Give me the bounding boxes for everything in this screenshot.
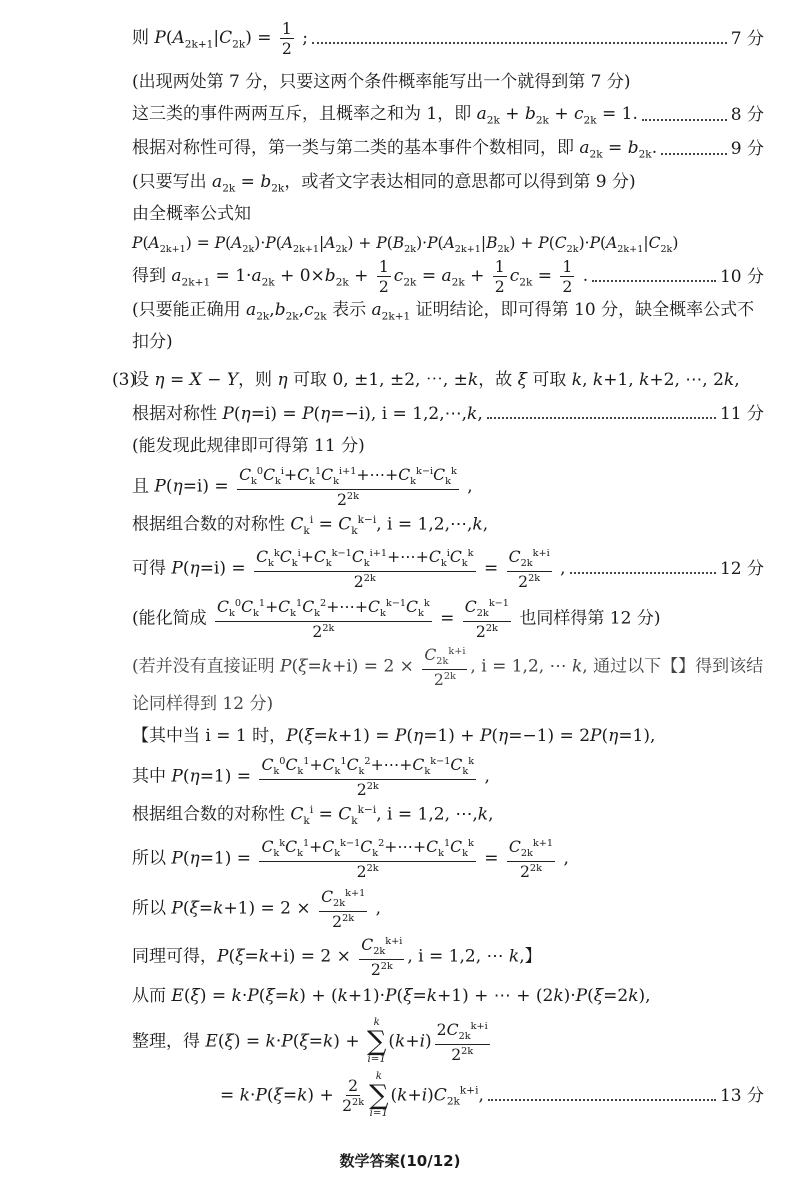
p-eta-1-result: 所以 P(η=1) = $\frac{C_k^kC_k^1+C_k^{k-1}C_k^2+\cdots+C_k^1C_k^k}{2^{2k}}$ = $\frac{C_{2k}^{k+1}}{2^{2k}}$ ,	[132, 837, 569, 881]
line-9-points: 根据对称性可得，第一类与第二类的基本事件个数相同，即 $a_{2k} = b_{2k}$. 9 分	[132, 138, 764, 161]
p-eta-1-formula: 其中 P(η=1) = $\frac{C_k^0C_k^1+C_k^1C_k^2+\cdots+C_k^{k-1}C_k^k}{2^{2k}}$ ,	[132, 755, 490, 799]
p-xi-k-plus-1: 所以 P(ξ=k+1) = 2 × $\frac{C_{2k}^{k+1}}{2^{2k}}$ ,	[132, 887, 382, 931]
total-probability-intro: 由全概率公式知	[132, 204, 251, 224]
score-12: 12 分	[719, 558, 764, 579]
expectation-simplified: 整理，得 E(ξ) = k·P(ξ=k) + k ∑ i=1 (k+i) $\frac{2C_{2k}^{k+i}}{2^{2k}}$	[132, 1017, 488, 1066]
p-eta-formula: 且 P(η=i) = $\frac{C_k^0C_k^i+C_k^1C_k^{i+1}+\cdots+C_k^{k-i}C_k^k}{2^{2k}}$ ,	[132, 465, 473, 509]
combination-symmetry-1: 根据组合数的对称性 $C_k^i = C_k^{k-i}$, i = 1,2,⋯,k,	[132, 514, 489, 538]
note-9-points: (只要写出 $a_{2k} = b_{2k}$，或者文字表达相同的意思都可以得到第 9 分)	[132, 172, 636, 195]
line-11-points: 根据对称性 P(η=i) = P(η=−i), i = 1,2,⋯,k, 11 分	[132, 404, 764, 424]
note-7-points: (出现两处第 7 分，只要这两个条件概率能写出一个就得到第 7 分)	[132, 72, 631, 92]
page-footer: 数学答案(10/12)	[339, 1152, 461, 1170]
score-9: 9 分	[730, 139, 764, 160]
line-13-points: = k·P(ξ=k) + $\frac{2}{2^{2k}}$ k ∑ i=1 $(k+i)C_{2k}^{k+i}$, 13 分	[220, 1071, 764, 1120]
score-11: 11 分	[719, 404, 764, 424]
line-7-points: 则 $P(A_{2k+1}|C_{2k})$ = $\frac{1}{2}$ ; 7 分	[132, 19, 764, 59]
total-probability-formula: $P(A_{2k+1}) = P(A_{2k})\cdot P(A_{2k+1}|A_{2k}) + P(B_{2k})\cdot P(A_{2k+1}|B_{2k}) + P(C_{2k})\cdot P(A_{2k+1}|C_{2k})$	[132, 234, 679, 256]
case-i-equals-1: 【其中当 i = 1 时，P(ξ=k+1) = P(η=1) + P(η=−1) = 2P(η=1),	[132, 726, 656, 746]
note-10-points: (只要能正确用 $a_{2k},b_{2k},c_{2k}$ 表示 $a_{2k+1}$ 证明结论，即可得第 10 分，缺全概率公式不扣分)	[132, 300, 755, 353]
part-3-label: (3)	[112, 370, 137, 390]
score-10: 10 分	[719, 266, 764, 287]
score-13: 13 分	[719, 1085, 764, 1106]
note-12-points: (能化简成 $\frac{C_k^0C_k^1+C_k^1C_k^2+\cdots+C_k^{k-1}C_k^k}{2^{2k}}$ = $\frac{C_{2k}^{k-1}}{2^{2k}}$ 也同样得第 12 分)	[132, 597, 661, 641]
line-8-points: 这三类的事件两两互斥，且概率之和为 1，即 $a_{2k} + b_{2k} + c_{2k} = 1$. 8 分	[132, 104, 764, 127]
expectation-expansion: 从而 E(ξ) = k·P(ξ=k) + (k+1)·P(ξ=k+1) + ⋯ + (2k)·P(ξ=2k),	[132, 986, 651, 1006]
score-8: 8 分	[730, 105, 764, 126]
combination-symmetry-2: 根据组合数的对称性 $C_k^i = C_k^{k-i}$, i = 1,2, ⋯,k,	[132, 804, 494, 828]
part-3-intro: 设 η = X − Y，则 η 可取 0, ±1, ±2, ⋯, ±k，故 ξ 可取 k, k+1, k+2, ⋯, 2k,	[132, 370, 740, 390]
line-12-points: 可得 P(η=i) = $\frac{C_k^kC_k^i+C_k^{k-1}C_k^{i+1}+\cdots+C_k^iC_k^k}{2^{2k}}$ = $\frac{C_{2k}^{k+i}}{2^{2k}}$ , 12 分	[132, 547, 764, 591]
note-alternative-proof: (若并没有直接证明 P(ξ=k+i) = 2 × $\frac{C_{2k}^{k+i}}{2^{2k}}$ , i = 1,2, ⋯ k, 通过以下【】得到该结论同样得到 12 分)	[132, 645, 764, 714]
score-7: 7 分	[730, 28, 764, 49]
line-10-points: 得到 $a_{2k+1} = 1\cdot a_{2k} + 0\times b_{2k}$ + $\frac{1}{2}$ $c_{2k} = a_{2k}$ + $\frac{1}{2}$ $c_{2k}$ = $\frac{1}{2}$ . 10 分	[132, 257, 764, 297]
p-xi-k-plus-i: 同理可得，P(ξ=k+i) = 2 × $\frac{C_{2k}^{k+i}}{2^{2k}}$ , i = 1,2, ⋯ k,】	[132, 935, 542, 979]
note-11-points: (能发现此规律即可得第 11 分)	[132, 436, 365, 456]
